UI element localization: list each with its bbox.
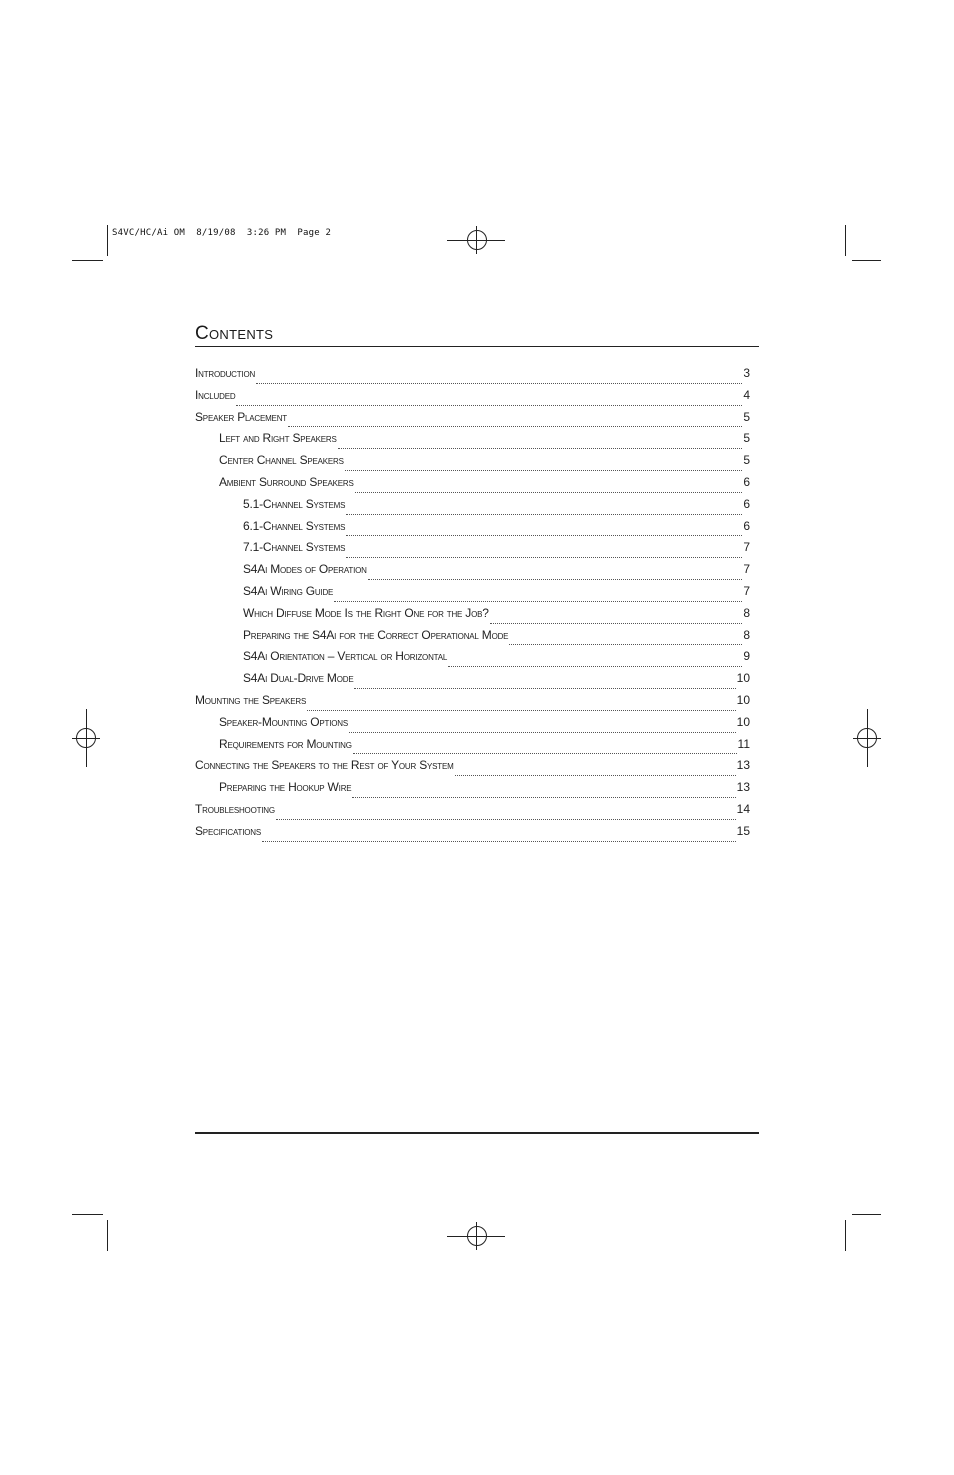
toc-entry-page: 8 <box>743 605 750 620</box>
toc-entry-label: S4Ai Dual-Drive Mode <box>243 671 354 686</box>
toc-entry-page: 15 <box>736 823 750 838</box>
toc-entry[interactable] <box>195 649 750 671</box>
footer-rule <box>195 1132 759 1134</box>
crop-mark-top-right-h <box>852 260 881 261</box>
toc-entry-page: 11 <box>737 736 750 751</box>
toc-entry[interactable] <box>195 540 750 562</box>
toc-entry-page: 10 <box>736 671 750 686</box>
toc-entry-page: 8 <box>743 627 750 642</box>
toc-entry-label: S4Ai Wiring Guide <box>243 583 334 598</box>
toc-entry[interactable] <box>195 824 750 846</box>
toc-entry-page: 5 <box>743 431 750 446</box>
toc-entry[interactable] <box>195 562 750 584</box>
toc-leader-dots <box>346 513 742 515</box>
toc-leader-dots <box>353 752 737 754</box>
toc-entry-page: 5 <box>743 453 750 468</box>
toc-entry[interactable] <box>195 715 750 737</box>
toc-leader-dots <box>349 731 736 733</box>
toc-entry-label: Troubleshooting <box>195 801 275 816</box>
toc-entry-label: Which Diffuse Mode Is the Right One for the Job? <box>243 605 489 620</box>
toc-leader-dots <box>346 556 742 558</box>
toc-entry-label: S4Ai Orientation – Vertical or Horizontal <box>243 649 448 664</box>
toc-entry[interactable] <box>195 388 750 410</box>
toc-entry-label: Requirements for Mounting <box>219 736 352 751</box>
toc-entry-page: 4 <box>743 387 750 402</box>
toc-entry[interactable] <box>195 802 750 824</box>
toc-entry-page: 3 <box>743 366 750 380</box>
toc-entry-page: 6 <box>743 474 750 489</box>
toc-entry[interactable] <box>195 366 750 388</box>
toc-entry-page: 9 <box>743 649 750 664</box>
toc-entry-label: Left and Right Speakers <box>219 431 337 446</box>
toc-entry-page: 10 <box>736 714 750 729</box>
toc-leader-dots <box>368 578 743 580</box>
toc-entry-label: S4Ai Modes of Operation <box>243 562 367 577</box>
toc-entry[interactable] <box>195 780 750 802</box>
toc-leader-dots <box>509 643 742 645</box>
toc-entry[interactable] <box>195 628 750 650</box>
toc-entry-label: Ambient Surround Speakers <box>219 474 354 489</box>
page-title: Contents <box>195 323 274 344</box>
toc-entry-page: 10 <box>736 692 750 707</box>
toc-leader-dots <box>355 491 743 493</box>
toc-entry-page: 14 <box>736 801 750 816</box>
printer-slug: S4VC/HC/Ai OM 8/19/08 3:26 PM Page 2 <box>112 228 332 238</box>
toc-entry-label: 7.1-Channel Systems <box>243 540 346 555</box>
toc-entry-label: Speaker-Mounting Options <box>219 714 348 729</box>
toc-entry[interactable] <box>195 453 750 475</box>
toc-entry-label: Speaker Placement <box>195 409 287 424</box>
toc-entry-page: 6 <box>743 496 750 511</box>
toc-entry-page: 13 <box>736 780 750 795</box>
toc-entry-label: Preparing the S4Ai for the Correct Operational Mode <box>243 627 509 642</box>
toc-entry[interactable] <box>195 431 750 453</box>
crop-mark-top-right-v <box>845 225 846 256</box>
toc-entry[interactable] <box>195 671 750 693</box>
crop-mark-bottom-left-h <box>72 1214 103 1215</box>
toc-leader-dots <box>490 622 743 624</box>
crop-mark-bottom-left-v <box>107 1220 108 1251</box>
table-of-contents <box>195 366 750 846</box>
toc-entry-page: 7 <box>743 583 750 598</box>
toc-entry-label: Introduction <box>195 366 256 380</box>
toc-leader-dots <box>307 709 735 711</box>
toc-leader-dots <box>262 840 736 842</box>
crop-mark-top-left-h <box>72 260 103 261</box>
toc-leader-dots <box>354 687 735 689</box>
toc-leader-dots <box>288 425 742 427</box>
toc-entry[interactable] <box>195 410 750 432</box>
toc-leader-dots <box>345 469 743 471</box>
toc-entry-label: 6.1-Channel Systems <box>243 518 346 533</box>
toc-leader-dots <box>346 534 742 536</box>
title-rule <box>195 346 759 347</box>
toc-entry-page: 7 <box>743 540 750 555</box>
toc-entry[interactable] <box>195 758 750 780</box>
toc-entry[interactable] <box>195 497 750 519</box>
toc-entry[interactable] <box>195 606 750 628</box>
toc-entry-page: 5 <box>743 409 750 424</box>
toc-entry-label: Specifications <box>195 823 261 838</box>
toc-entry-label: Included <box>195 387 236 402</box>
toc-entry[interactable] <box>195 693 750 715</box>
toc-leader-dots <box>334 600 742 602</box>
toc-entry[interactable] <box>195 475 750 497</box>
crop-mark-top-left-v <box>107 225 108 256</box>
toc-leader-dots <box>455 774 736 776</box>
toc-leader-dots <box>352 796 735 798</box>
toc-leader-dots <box>236 404 742 406</box>
toc-leader-dots <box>448 665 742 667</box>
toc-entry-page: 13 <box>736 758 750 773</box>
toc-entry[interactable] <box>195 584 750 606</box>
toc-entry-label: Connecting the Speakers to the Rest of Your System <box>195 758 454 773</box>
toc-entry[interactable] <box>195 519 750 541</box>
toc-entry-label: 5.1-Channel Systems <box>243 496 346 511</box>
toc-entry[interactable] <box>195 737 750 759</box>
toc-entry-page: 7 <box>743 562 750 577</box>
toc-leader-dots <box>338 447 743 449</box>
crop-mark-bottom-right-h <box>852 1214 881 1215</box>
toc-entry-label: Preparing the Hookup Wire <box>219 780 352 795</box>
crop-mark-bottom-right-v <box>845 1220 846 1251</box>
toc-entry-label: Mounting the Speakers <box>195 692 307 707</box>
toc-leader-dots <box>276 818 736 820</box>
toc-leader-dots <box>256 382 742 384</box>
toc-entry-page: 6 <box>743 518 750 533</box>
toc-entry-label: Center Channel Speakers <box>219 453 344 468</box>
